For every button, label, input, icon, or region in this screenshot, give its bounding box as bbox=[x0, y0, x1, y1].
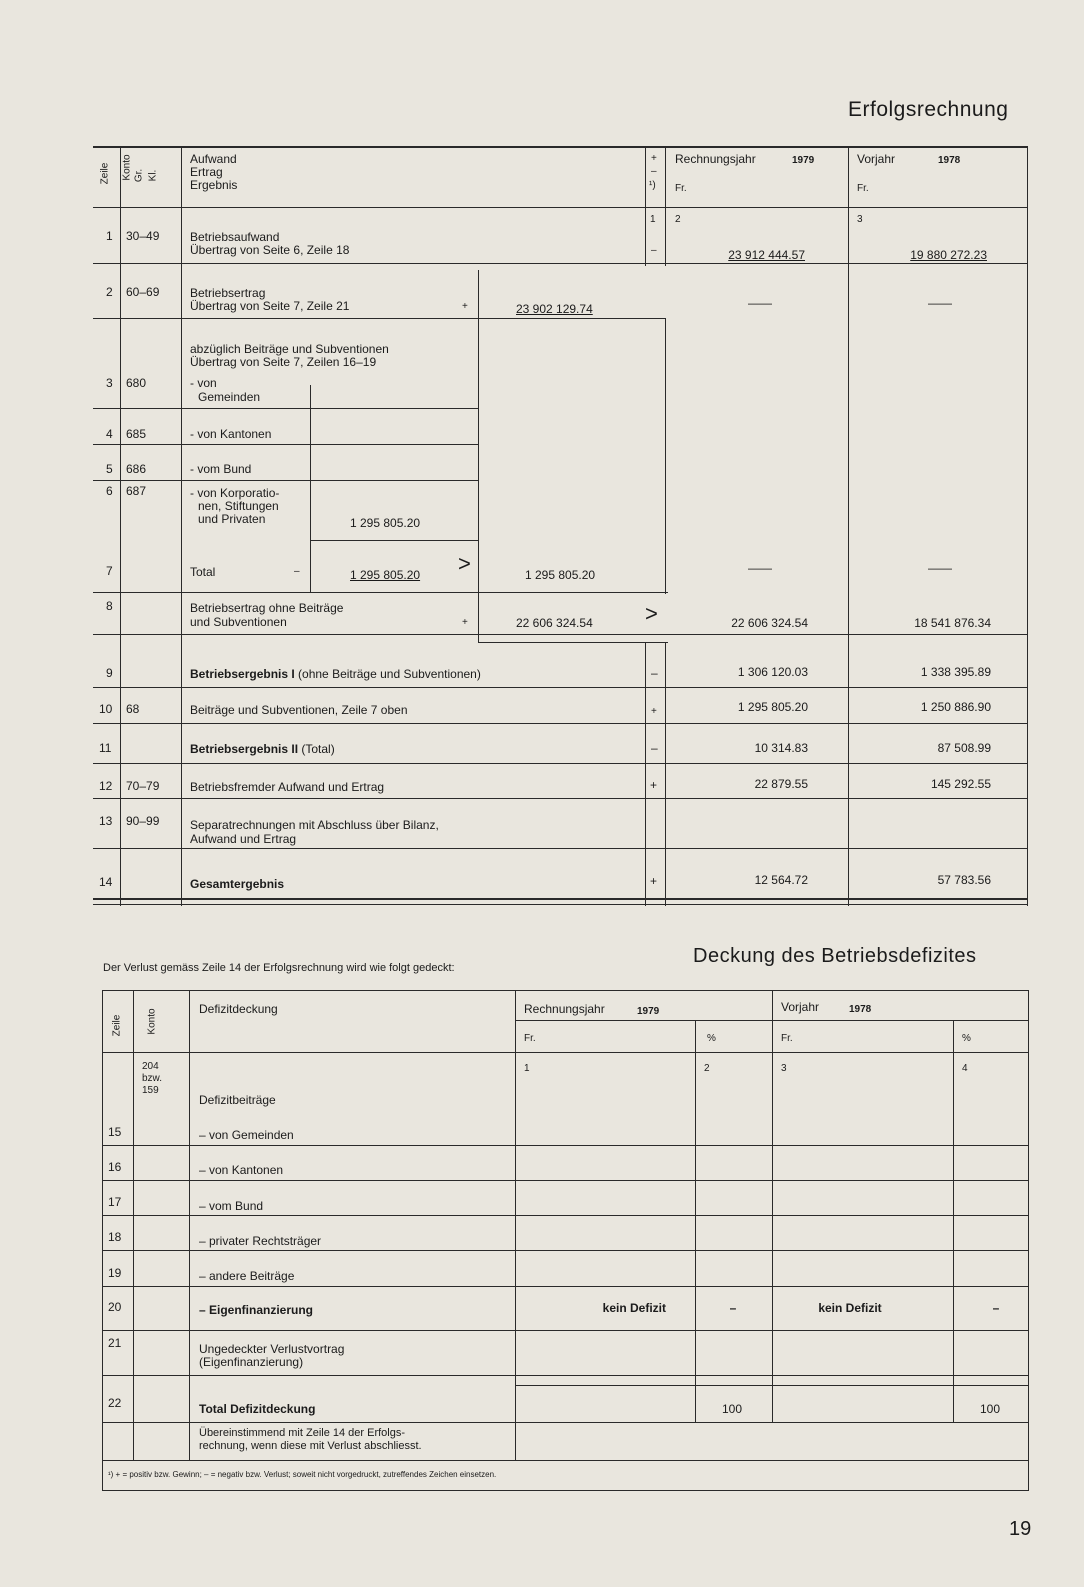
header-konto-gr: Gr. bbox=[133, 168, 145, 183]
row8-arrow: > bbox=[645, 601, 658, 626]
colnum-1: 1 bbox=[650, 214, 656, 225]
row8-rj: 22 606 324.54 bbox=[731, 616, 808, 630]
row7-amount1: 1 295 805.20 bbox=[350, 568, 421, 582]
dd-row22-desc: Total Defizitdeckung bbox=[199, 1402, 316, 1416]
row4-zeile: 4 bbox=[106, 427, 113, 441]
row6-amount: 1 295 805.20 bbox=[350, 516, 421, 530]
dd-row20-desc: – Eigenfinanzierung bbox=[199, 1303, 314, 1317]
row11-desc-bold: Betriebsergebnis II bbox=[190, 742, 299, 756]
row1-rj: 23 912 444.57 bbox=[728, 248, 805, 262]
dd-konto-3: 159 bbox=[142, 1085, 159, 1096]
row12-zeile: 12 bbox=[99, 779, 113, 793]
row2-zeile: 2 bbox=[106, 285, 113, 299]
dd-note1: Übereinstimmend mit Zeile 14 der Erfolgs- bbox=[199, 1427, 406, 1439]
row7-desc: Total bbox=[190, 565, 216, 579]
row6-desc2: nen, Stiftungen bbox=[198, 499, 279, 513]
dd-row21-desc2: (Eigenfinanzierung) bbox=[199, 1355, 304, 1369]
row2-desc1: Betriebsertrag bbox=[190, 286, 266, 300]
row7-rj: —— bbox=[748, 561, 772, 575]
row12-rj: 22 879.55 bbox=[754, 777, 808, 791]
row3-desc2: Gemeinden bbox=[198, 390, 261, 404]
colnum-3: 3 bbox=[857, 214, 863, 225]
row6-zeile: 6 bbox=[106, 484, 113, 498]
row5-desc: - vom Bund bbox=[190, 462, 252, 476]
dd-header-fr-rj: Fr. bbox=[524, 1033, 536, 1044]
row4-desc: - von Kantonen bbox=[190, 427, 272, 441]
header-rj-year: 1979 bbox=[792, 155, 815, 166]
dd-row18-desc: – privater Rechtsträger bbox=[199, 1234, 322, 1248]
row11-desc bbox=[190, 743, 335, 756]
header-ertrag: Ertrag bbox=[190, 165, 223, 179]
dd-colnum-4: 4 bbox=[962, 1063, 968, 1074]
defizit-intro: Der Verlust gemäss Zeile 14 der Erfolgsrechnung wird wie folgt gedeckt: bbox=[103, 962, 455, 974]
dd-header-rj-year: 1979 bbox=[637, 1006, 660, 1017]
row9-vj: 1 338 395.89 bbox=[920, 665, 991, 679]
row12-desc: Betriebsfremder Aufwand und Ertrag bbox=[190, 780, 385, 794]
dd-row16-desc: – von Kantonen bbox=[199, 1163, 284, 1177]
row10-rj: 1 295 805.20 bbox=[737, 700, 808, 714]
dd-header-konto: Konto bbox=[146, 1008, 158, 1035]
row12-sign: + bbox=[650, 778, 658, 792]
row9-zeile: 9 bbox=[106, 666, 113, 680]
row2-vj: —— bbox=[928, 296, 952, 310]
row8-desc2: und Subventionen bbox=[190, 615, 287, 629]
row14-desc: Gesamtergebnis bbox=[190, 877, 285, 891]
header-rechnungsjahr: Rechnungsjahr bbox=[675, 152, 756, 166]
row3-zeile: 3 bbox=[106, 376, 113, 390]
dd-note2: rechnung, wenn diese mit Verlust abschliesst. bbox=[199, 1440, 422, 1452]
row8-sign: + bbox=[462, 617, 468, 628]
row7-sign: – bbox=[294, 566, 300, 577]
row1-vj: 19 880 272.23 bbox=[910, 248, 987, 262]
page-number: 19 bbox=[1009, 1518, 1032, 1540]
row6-desc1: - von Korporatio- bbox=[190, 486, 280, 500]
abzueglich-desc1: abzüglich Beiträge und Subventionen bbox=[190, 342, 389, 356]
dd-row21-desc1: Ungedeckter Verlustvortrag bbox=[199, 1342, 345, 1356]
row13-desc1: Separatrechnungen mit Abschluss über Bilanz, bbox=[190, 818, 439, 832]
row1-desc2: Übertrag von Seite 6, Zeile 18 bbox=[190, 243, 350, 257]
row12-konto: 70–79 bbox=[126, 779, 160, 793]
row10-zeile: 10 bbox=[99, 702, 113, 716]
dd-header-pct-vj: % bbox=[962, 1033, 971, 1044]
row9-sign: – bbox=[651, 666, 658, 680]
row14-zeile: 14 bbox=[99, 875, 113, 889]
dd-row17-desc: – vom Bund bbox=[199, 1199, 264, 1213]
row10-sign: + bbox=[651, 706, 657, 717]
row9-rj: 1 306 120.03 bbox=[737, 665, 808, 679]
row7-arrow: > bbox=[458, 551, 471, 576]
dd-header-zeile: Zeile bbox=[111, 1014, 123, 1037]
row2-desc2: Übertrag von Seite 7, Zeile 21 bbox=[190, 299, 350, 313]
dd-header-pct-rj: % bbox=[707, 1033, 716, 1044]
row1-desc1: Betriebsaufwand bbox=[190, 230, 280, 244]
row14-sign: + bbox=[650, 874, 658, 888]
row4-konto: 685 bbox=[126, 427, 147, 441]
dd-row17-zeile: 17 bbox=[108, 1195, 122, 1209]
header-sign-minus: – bbox=[651, 166, 657, 177]
row3-konto: 680 bbox=[126, 376, 147, 390]
row7-zeile: 7 bbox=[106, 564, 113, 578]
dd-colnum-2: 2 bbox=[704, 1063, 710, 1074]
row11-sign: – bbox=[651, 741, 658, 755]
dd-row15-desc: – von Gemeinden bbox=[199, 1128, 294, 1142]
row1-konto: 30–49 bbox=[126, 229, 160, 243]
header-vj-year: 1978 bbox=[938, 155, 961, 166]
abzueglich-desc2: Übertrag von Seite 7, Zeilen 16–19 bbox=[190, 355, 377, 369]
dd-header-vj: Vorjahr bbox=[781, 1000, 820, 1014]
row10-desc: Beiträge und Subventionen, Zeile 7 oben bbox=[190, 703, 408, 717]
header-aufwand: Aufwand bbox=[190, 152, 237, 166]
row11-vj: 87 508.99 bbox=[937, 741, 991, 755]
header-fr-vj: Fr. bbox=[857, 183, 869, 194]
dd-row19-zeile: 19 bbox=[108, 1266, 122, 1280]
dd-footnote: ¹) + = positiv bzw. Gewinn; – = negativ bzw. Verlust; soweit nicht vorgedruckt, zutreffendes Zeichen einsetzen. bbox=[108, 1470, 497, 1479]
dd-header-fr-vj: Fr. bbox=[781, 1033, 793, 1044]
header-konto-kl: Kl. bbox=[147, 169, 159, 182]
dd-row18-zeile: 18 bbox=[108, 1230, 122, 1244]
row13-zeile: 13 bbox=[99, 814, 113, 828]
dd-colnum-3: 3 bbox=[781, 1063, 787, 1074]
header-vorjahr: Vorjahr bbox=[857, 152, 896, 166]
row8-desc1: Betriebsertrag ohne Beiträge bbox=[190, 601, 344, 615]
header-konto: Konto bbox=[121, 154, 133, 181]
row7-vj: —— bbox=[928, 561, 952, 575]
row11-desc-rest: (Total) bbox=[298, 742, 335, 756]
dd-row21-zeile: 21 bbox=[108, 1336, 122, 1350]
row8-zeile: 8 bbox=[106, 599, 113, 613]
row2-sign: + bbox=[462, 301, 468, 312]
dd-colnum-1: 1 bbox=[524, 1063, 530, 1074]
dd-row20-vj-pct: – bbox=[992, 1301, 1000, 1315]
row8-amount: 22 606 324.54 bbox=[516, 616, 593, 630]
row12-vj: 145 292.55 bbox=[930, 777, 991, 791]
row1-zeile: 1 bbox=[106, 229, 113, 243]
row9-desc-bold: Betriebsergebnis I bbox=[190, 667, 295, 681]
dd-row19-desc: – andere Beiträge bbox=[199, 1269, 295, 1283]
colnum-2: 2 bbox=[675, 214, 681, 225]
row14-rj: 12 564.72 bbox=[754, 873, 808, 887]
row13-konto: 90–99 bbox=[126, 814, 160, 828]
dd-konto-1: 204 bbox=[142, 1061, 159, 1072]
row11-zeile: 11 bbox=[99, 741, 112, 755]
row9-desc bbox=[190, 668, 481, 681]
dd-header-desc: Defizitdeckung bbox=[199, 1002, 278, 1016]
header-sign-note: ¹) bbox=[649, 180, 656, 191]
header-sign-plus: + bbox=[651, 153, 657, 164]
header-zeile: Zeile bbox=[99, 162, 111, 185]
dd-row20-zeile: 20 bbox=[108, 1300, 122, 1314]
dd-row22-vj-pct: 100 bbox=[980, 1402, 1001, 1416]
row6-desc3: und Privaten bbox=[198, 512, 266, 526]
row7-amount2: 1 295 805.20 bbox=[525, 568, 596, 582]
dd-row20-rj-pct: – bbox=[729, 1301, 737, 1315]
dd-header-rj: Rechnungsjahr bbox=[524, 1002, 605, 1016]
row2-amount: 23 902 129.74 bbox=[516, 302, 593, 316]
dd-header-vj-year: 1978 bbox=[849, 1004, 872, 1015]
dd-row22-rj-pct: 100 bbox=[722, 1402, 743, 1416]
row5-konto: 686 bbox=[126, 462, 147, 476]
dd-row15-zeile: 15 bbox=[108, 1125, 122, 1139]
row2-rj: —— bbox=[748, 296, 772, 310]
row13-desc2: Aufwand und Ertrag bbox=[190, 832, 297, 846]
row6-konto: 687 bbox=[126, 484, 147, 498]
dd-row16-zeile: 16 bbox=[108, 1160, 122, 1174]
row10-konto: 68 bbox=[126, 702, 140, 716]
dd-row20-rj: kein Defizit bbox=[602, 1301, 666, 1315]
row2-konto: 60–69 bbox=[126, 285, 160, 299]
row1-sign: – bbox=[651, 245, 657, 256]
row5-zeile: 5 bbox=[106, 462, 113, 476]
header-ergebnis: Ergebnis bbox=[190, 178, 238, 192]
dd-defizitbeitraege: Defizitbeiträge bbox=[199, 1093, 276, 1107]
header-fr-rj: Fr. bbox=[675, 183, 687, 194]
row11-rj: 10 314.83 bbox=[754, 741, 808, 755]
row14-vj: 57 783.56 bbox=[937, 873, 991, 887]
dd-row22-zeile: 22 bbox=[108, 1396, 122, 1410]
row10-vj: 1 250 886.90 bbox=[920, 700, 991, 714]
row8-vj: 18 541 876.34 bbox=[914, 616, 991, 630]
dd-konto-2: bzw. bbox=[142, 1073, 163, 1084]
row9-desc-rest: (ohne Beiträge und Subventionen) bbox=[294, 667, 481, 681]
dd-row20-vj: kein Defizit bbox=[818, 1301, 882, 1315]
defizit-title: Deckung des Betriebsdefizites bbox=[693, 945, 977, 967]
page-title: Erfolgsrechnung bbox=[848, 98, 1009, 121]
row3-desc1: - von bbox=[190, 376, 217, 390]
